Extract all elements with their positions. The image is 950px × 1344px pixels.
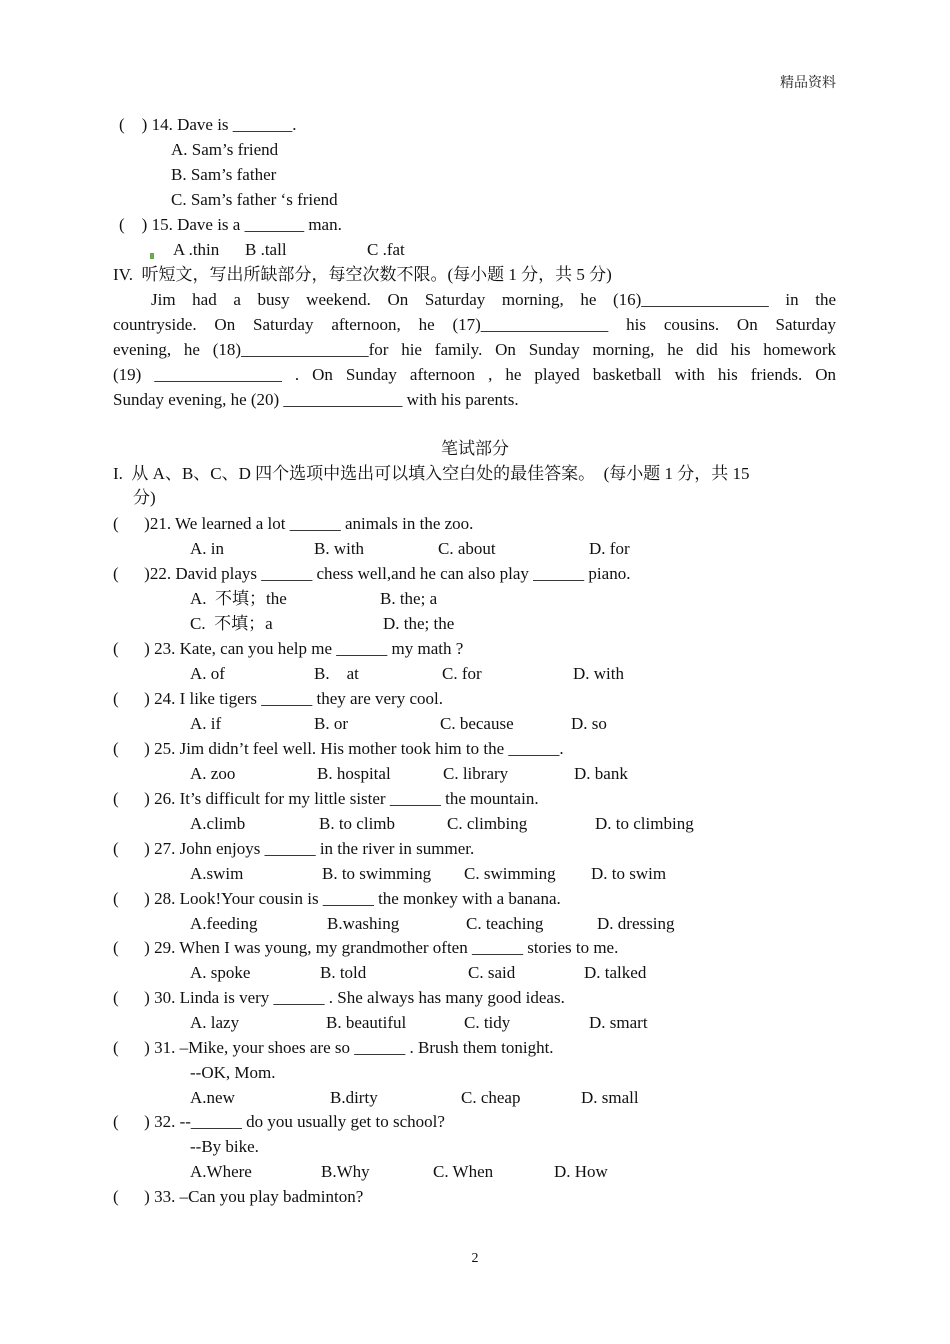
question-23-option-a: A. of xyxy=(190,664,225,683)
question-26-option-b: B. to climb xyxy=(319,814,396,833)
question-30-option-b: B. beautiful xyxy=(326,1013,407,1032)
question-29-option-c: C. said xyxy=(468,963,516,982)
question-22-option-a: A. 不填；the xyxy=(190,589,287,608)
question-25-option-b: B. hospital xyxy=(317,764,391,783)
question-32-reply: --By bike. xyxy=(190,1137,259,1156)
question-14-option-b: B. Sam’s father xyxy=(171,165,277,184)
question-21-option-b: B. with xyxy=(314,539,365,558)
question-15-option-a: A .thin xyxy=(173,240,220,259)
question-21-option-d: D. for xyxy=(589,539,630,558)
question-24-stem: ( ) 24. I like tigers ______ they are very cool. xyxy=(113,689,443,708)
question-33-stem: ( ) 33. –Can you play badminton? xyxy=(113,1187,364,1206)
question-25-stem: ( ) 25. Jim didn’t feel well. His mother took him to the ______. xyxy=(113,739,564,758)
question-28-stem: ( ) 28. Look!Your cousin is ______ the monkey with a banana. xyxy=(113,889,561,908)
question-14-option-c: C. Sam’s father ‘s friend xyxy=(171,190,338,209)
question-24-option-c: C. because xyxy=(440,714,514,733)
question-14-stem: ( ) 14. Dave is _______. xyxy=(119,115,297,134)
question-32-option-a: A.Where xyxy=(190,1162,252,1181)
question-23-option-c: C. for xyxy=(442,664,482,683)
question-23-stem: ( ) 23. Kate, can you help me ______ my math ? xyxy=(113,639,464,658)
question-31-option-c: C. cheap xyxy=(461,1088,521,1107)
question-14-option-a: A. Sam’s friend xyxy=(171,140,279,159)
section-1-instruction: I. 从 A、B、C、D 四个选项中选出可以填入空白处的最佳答案。 (每小题 1 分，共 15 xyxy=(113,464,750,483)
question-29-option-d: D. talked xyxy=(584,963,647,982)
question-24-option-b: B. or xyxy=(314,714,348,733)
page-number: 2 xyxy=(471,1251,479,1266)
question-23-option-d: D. with xyxy=(573,664,624,683)
question-30-option-d: D. smart xyxy=(589,1013,648,1032)
question-27-stem: ( ) 27. John enjoys ______ in the river in summer. xyxy=(113,839,475,858)
question-22-option-c: C. 不填；a xyxy=(190,614,273,633)
question-22-option-b: B. the; a xyxy=(380,589,438,608)
green-mark-icon xyxy=(150,253,154,259)
passage-line: Sunday evening, he (20) ______________ with his parents. xyxy=(113,390,519,409)
section-1-instruction-cont: 分) xyxy=(133,488,156,507)
question-27-option-b: B. to swimming xyxy=(322,864,432,883)
question-29-option-b: B. told xyxy=(320,963,367,982)
question-31-stem: ( ) 31. –Mike, your shoes are so ______ . Brush them tonight. xyxy=(113,1038,554,1057)
question-31-option-d: D. small xyxy=(581,1088,639,1107)
question-28-option-d: D. dressing xyxy=(597,914,675,933)
question-21-stem: ( )21. We learned a lot ______ animals in the zoo. xyxy=(113,514,474,533)
passage-line: (19) _______________ . On Sunday afternoon , he played basketball with his friends. On xyxy=(113,365,836,384)
question-25-option-d: D. bank xyxy=(574,764,628,783)
question-30-stem: ( ) 30. Linda is very ______ . She always has many good ideas. xyxy=(113,988,565,1007)
question-24-option-d: D. so xyxy=(571,714,607,733)
question-30-option-c: C. tidy xyxy=(464,1013,511,1032)
question-28-option-c: C. teaching xyxy=(466,914,544,933)
question-32-option-c: C. When xyxy=(433,1162,494,1181)
question-15-stem: ( ) 15. Dave is a _______ man. xyxy=(119,215,342,234)
question-32-option-b: B.Why xyxy=(321,1162,370,1181)
question-26-option-c: C. climbing xyxy=(447,814,528,833)
page-header: 精品资料 xyxy=(780,75,836,91)
question-29-option-a: A. spoke xyxy=(190,963,251,982)
question-32-stem: ( ) 32. --______ do you usually get to school? xyxy=(113,1112,445,1131)
written-section-heading: 笔试部分 xyxy=(441,439,509,458)
question-26-stem: ( ) 26. It’s difficult for my little sister ______ the mountain. xyxy=(113,789,539,808)
question-21-option-a: A. in xyxy=(190,539,224,558)
question-24-option-a: A. if xyxy=(190,714,222,733)
passage-line: evening, he (18)_______________for hie family. On Sunday morning, he did his homework xyxy=(113,340,836,359)
question-26-option-a: A.climb xyxy=(190,814,246,833)
question-27-option-a: A.swim xyxy=(190,864,244,883)
question-31-option-a: A.new xyxy=(190,1088,235,1107)
question-25-option-c: C. library xyxy=(443,764,509,783)
question-27-option-d: D. to swim xyxy=(591,864,667,883)
question-23-option-b: B. at xyxy=(314,664,359,683)
question-31-option-b: B.dirty xyxy=(330,1088,378,1107)
section-4-title: IV. 听短文，写出所缺部分，每空次数不限。(每小题 1 分，共 5 分) xyxy=(113,265,612,284)
question-21-option-c: C. about xyxy=(438,539,496,558)
question-15-option-b: B .tall xyxy=(245,240,287,259)
passage-line: Jim had a busy weekend. On Saturday morning, he (16)_______________ in the xyxy=(151,290,836,309)
question-25-option-a: A. zoo xyxy=(190,764,236,783)
question-22-option-d: D. the; the xyxy=(383,614,455,633)
question-22-stem: ( )22. David plays ______ chess well,and he can also play ______ piano. xyxy=(113,564,631,583)
question-29-stem: ( ) 29. When I was young, my grandmother often ______ stories to me. xyxy=(113,938,619,957)
question-27-option-c: C. swimming xyxy=(464,864,556,883)
question-15-option-c: C .fat xyxy=(367,240,405,259)
question-28-option-b: B.washing xyxy=(327,914,400,933)
passage-line: countryside. On Saturday afternoon, he (17)_______________ his cousins. On Saturday xyxy=(113,315,836,334)
question-26-option-d: D. to climbing xyxy=(595,814,694,833)
question-30-option-a: A. lazy xyxy=(190,1013,240,1032)
question-28-option-a: A.feeding xyxy=(190,914,258,933)
question-31-reply: --OK, Mom. xyxy=(190,1063,276,1082)
question-32-option-d: D. How xyxy=(554,1162,608,1181)
